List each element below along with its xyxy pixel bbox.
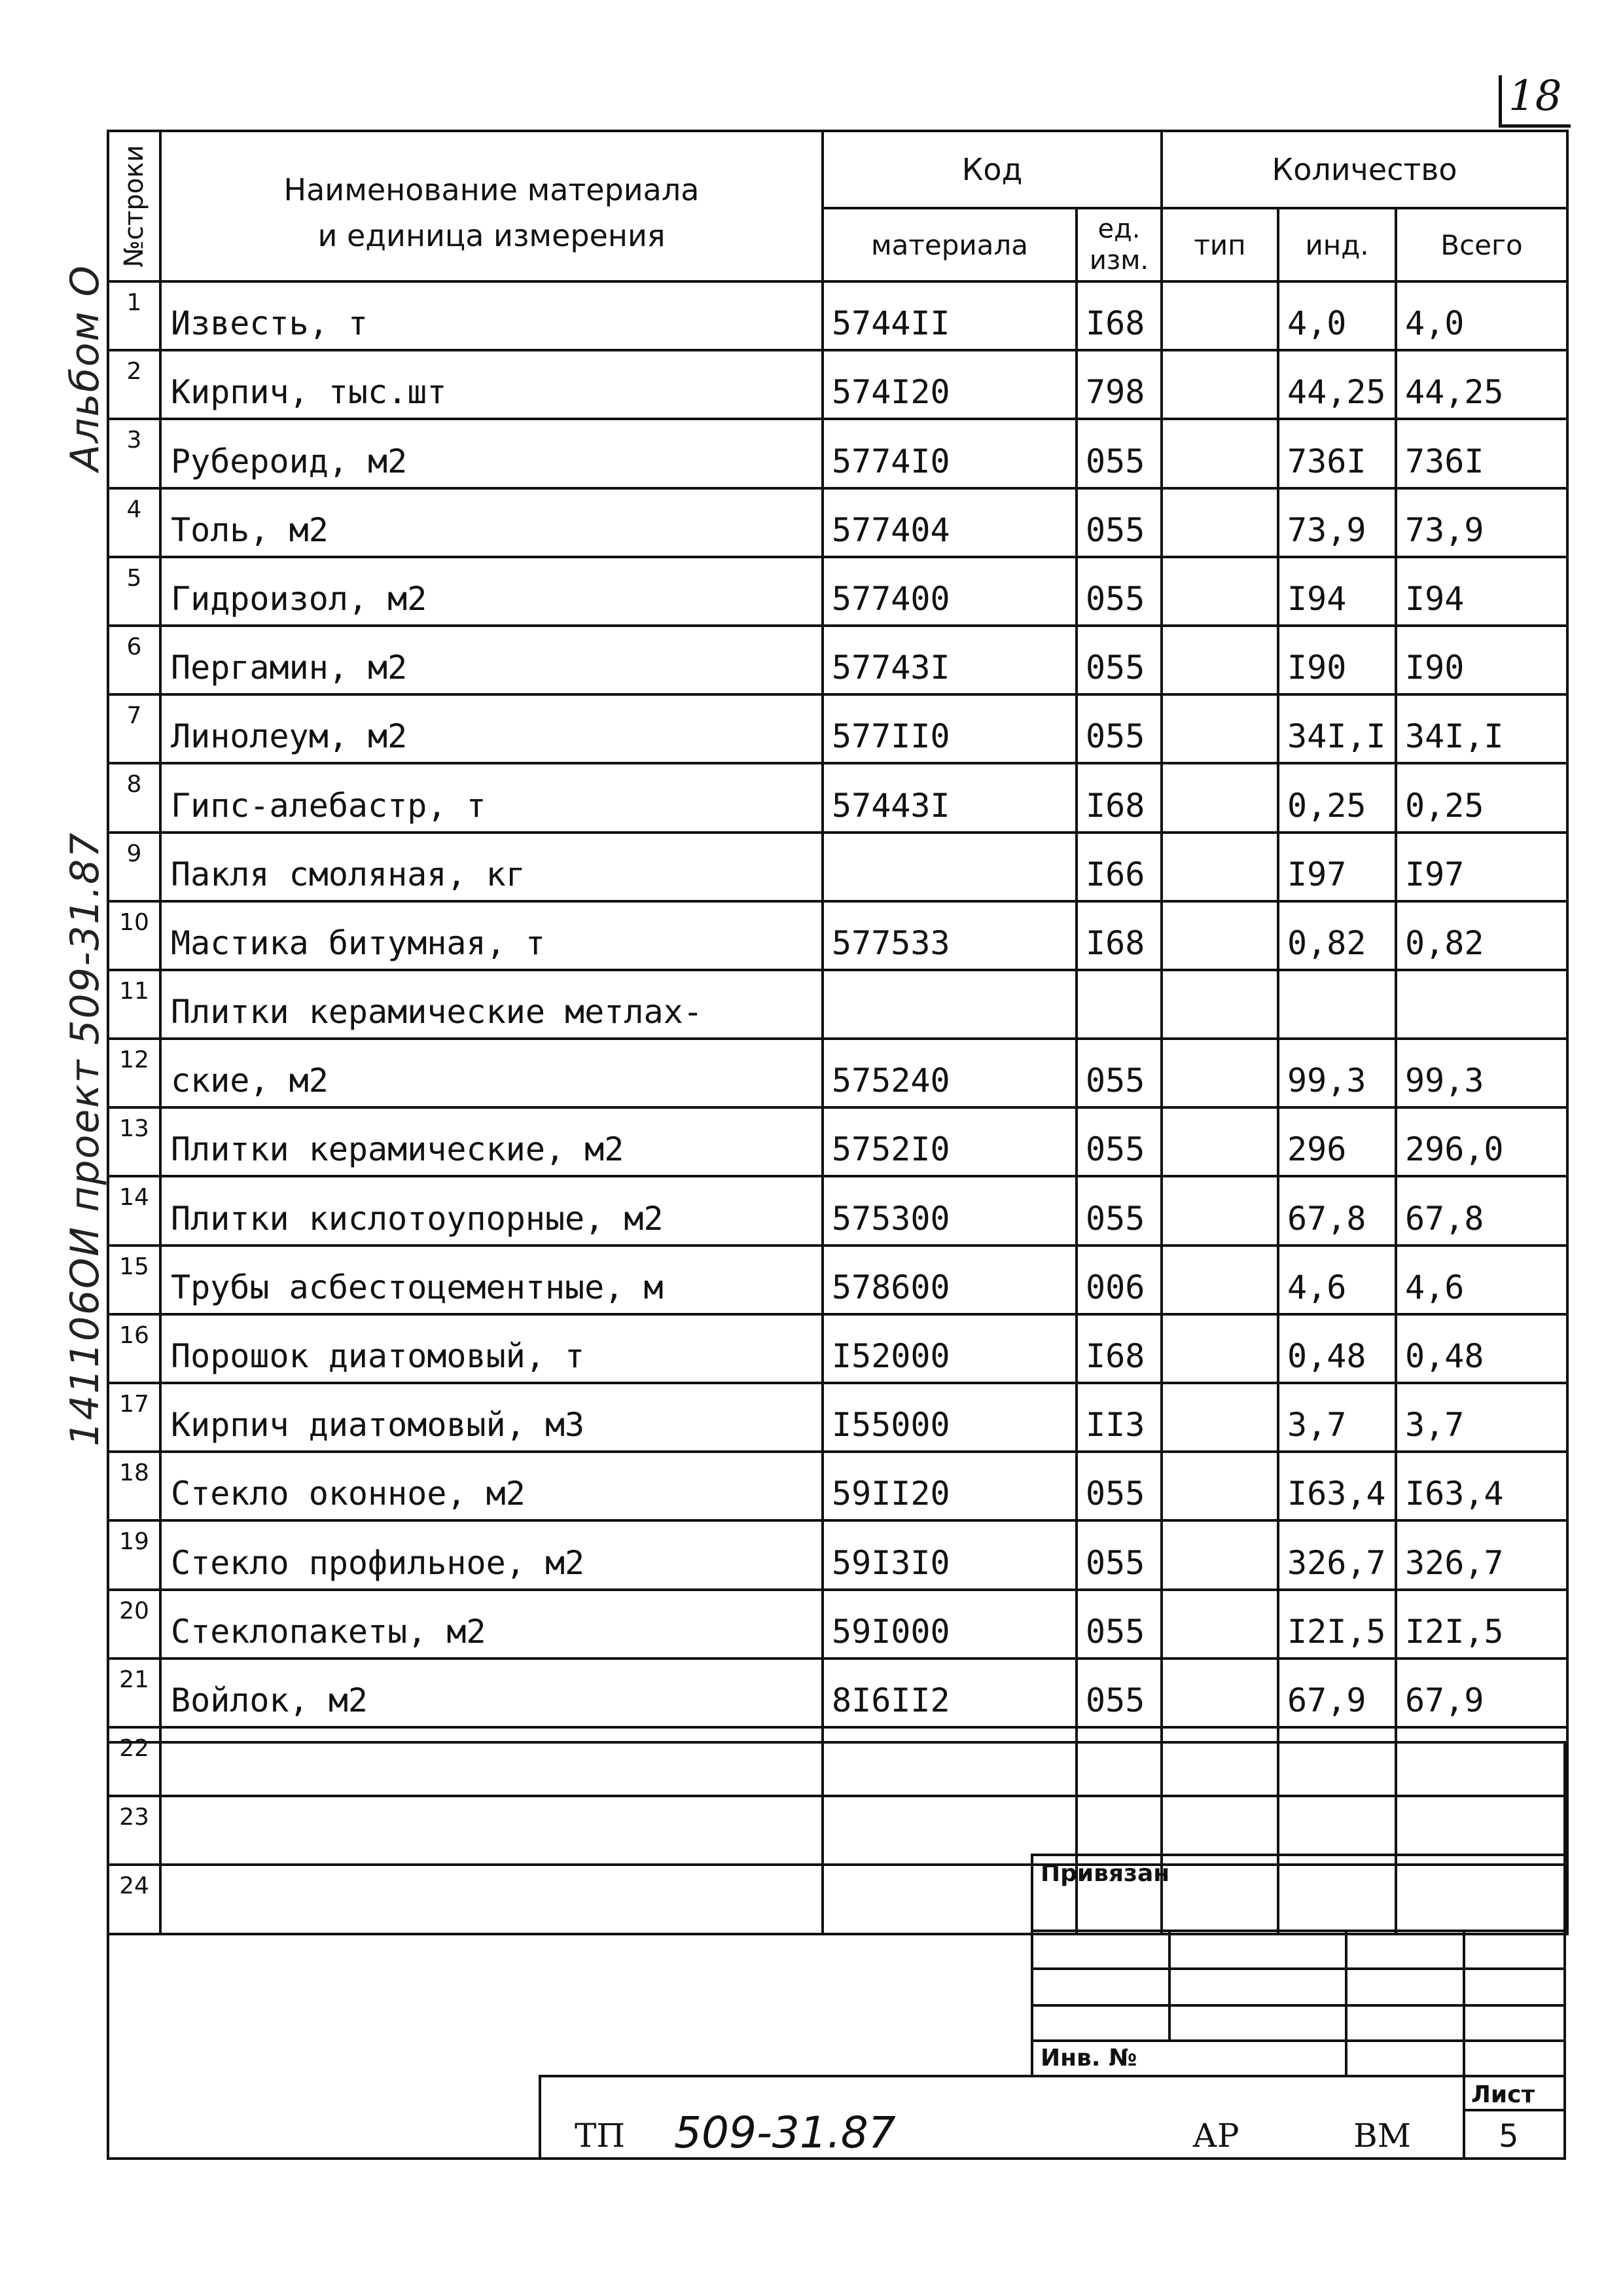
quantity-total: 44,25 bbox=[1396, 350, 1567, 419]
unit-code: I68 bbox=[1077, 763, 1162, 832]
page-number-divider bbox=[1499, 75, 1502, 128]
material-code: 59I000 bbox=[823, 1590, 1077, 1659]
quantity-total: 3,7 bbox=[1396, 1383, 1567, 1452]
material-name: Кирпич диатомовый, м3 bbox=[160, 1383, 823, 1452]
page-number-underline bbox=[1499, 124, 1571, 128]
material-name: Плитки кислотоупорные, м2 bbox=[160, 1176, 823, 1245]
material-name: Стекло оконное, м2 bbox=[160, 1452, 823, 1520]
material-code: 5774I0 bbox=[823, 419, 1077, 488]
table-row bbox=[108, 350, 1567, 419]
unit-code: 055 bbox=[1077, 488, 1162, 557]
quantity-type bbox=[1162, 970, 1278, 1039]
unit-code: 055 bbox=[1077, 557, 1162, 626]
quantity-total: 73,9 bbox=[1396, 488, 1567, 557]
quantity-total: 736I bbox=[1396, 419, 1567, 488]
material-code: 8I6II2 bbox=[823, 1659, 1077, 1727]
material-name: Линолеум, м2 bbox=[160, 694, 823, 763]
material-name: Рубероид, м2 bbox=[160, 419, 823, 488]
quantity-type bbox=[1162, 419, 1278, 488]
table-row bbox=[108, 1383, 1567, 1452]
material-name: Гипс-алебастр, т bbox=[160, 763, 823, 832]
header-row-number bbox=[108, 131, 160, 281]
material-name: Войлок, м2 bbox=[160, 1659, 823, 1727]
unit-code: II3 bbox=[1077, 1383, 1162, 1452]
unit-code: I66 bbox=[1077, 833, 1162, 901]
quantity-total: I90 bbox=[1396, 626, 1567, 694]
table-row bbox=[108, 419, 1567, 488]
quantity-total: 34I,I bbox=[1396, 694, 1567, 763]
quantity-total: 67,8 bbox=[1396, 1176, 1567, 1245]
header-type: тип bbox=[1162, 208, 1278, 281]
material-name: Мастика битумная, т bbox=[160, 901, 823, 970]
quantity-type bbox=[1162, 1383, 1278, 1452]
table-row bbox=[108, 557, 1567, 626]
header-quantity: Количество bbox=[1162, 131, 1567, 208]
table-row bbox=[108, 626, 1567, 694]
quantity-ind: 67,9 bbox=[1278, 1659, 1396, 1727]
unit-code: 055 bbox=[1077, 1176, 1162, 1245]
materials-table bbox=[107, 130, 1569, 1935]
table-row bbox=[108, 901, 1567, 970]
table-row bbox=[108, 1659, 1567, 1727]
row-number: 5 bbox=[108, 557, 160, 626]
material-code: 577533 bbox=[823, 901, 1077, 970]
quantity-type bbox=[1162, 626, 1278, 694]
header-row-number-label: №строки bbox=[119, 145, 149, 268]
quantity-ind: 4,0 bbox=[1278, 281, 1396, 350]
quantity-type bbox=[1162, 1039, 1278, 1107]
table-row bbox=[108, 488, 1567, 557]
quantity-total: 4,0 bbox=[1396, 281, 1567, 350]
material-code: 575240 bbox=[823, 1039, 1077, 1107]
material-code: 577404 bbox=[823, 488, 1077, 557]
quantity-type bbox=[1162, 1107, 1278, 1176]
quantity-total: 0,82 bbox=[1396, 901, 1567, 970]
quantity-type bbox=[1162, 488, 1278, 557]
material-code: 5744II bbox=[823, 281, 1077, 350]
quantity-total: I97 bbox=[1396, 833, 1567, 901]
quantity-ind: I97 bbox=[1278, 833, 1396, 901]
quantity-total: 0,25 bbox=[1396, 763, 1567, 832]
quantity-total: I94 bbox=[1396, 557, 1567, 626]
table-row bbox=[108, 1590, 1567, 1659]
header-name bbox=[160, 131, 823, 281]
sheet-label: Лист bbox=[1471, 2081, 1535, 2108]
table-row bbox=[108, 833, 1567, 901]
quantity-total: I2I,5 bbox=[1396, 1590, 1567, 1659]
row-number: 21 bbox=[108, 1659, 160, 1727]
header-unit: ед. изм. bbox=[1077, 208, 1162, 281]
side-note-project: 141106ОИ проект 509-31.87 bbox=[62, 831, 108, 1446]
quantity-ind: 3,7 bbox=[1278, 1383, 1396, 1452]
quantity-type bbox=[1162, 1452, 1278, 1520]
row-number: 23 bbox=[108, 1796, 160, 1865]
row-number: 16 bbox=[108, 1314, 160, 1383]
table-row bbox=[108, 970, 1567, 1039]
unit-code bbox=[1077, 970, 1162, 1039]
stamp-vline-2 bbox=[1345, 1929, 1347, 2075]
tp-label: ТП bbox=[575, 2117, 625, 2155]
table-row bbox=[108, 694, 1567, 763]
materials-table-body bbox=[108, 281, 1567, 1934]
row-number: 15 bbox=[108, 1246, 160, 1314]
quantity-type bbox=[1162, 763, 1278, 832]
quantity-total: 326,7 bbox=[1396, 1520, 1567, 1589]
quantity-type bbox=[1162, 901, 1278, 970]
header-name-line2: и единица измерения bbox=[317, 218, 666, 253]
row-number: 6 bbox=[108, 626, 160, 694]
quantity-ind: 0,48 bbox=[1278, 1314, 1396, 1383]
sheet-number: 5 bbox=[1499, 2118, 1519, 2155]
material-name: Кирпич, тыс.шт bbox=[160, 350, 823, 419]
unit-code: 055 bbox=[1077, 1452, 1162, 1520]
table-row bbox=[108, 1039, 1567, 1107]
quantity-ind: 296 bbox=[1278, 1107, 1396, 1176]
material-code: 577II0 bbox=[823, 694, 1077, 763]
material-name: Плитки керамические метлах- bbox=[160, 970, 823, 1039]
material-name: Толь, м2 bbox=[160, 488, 823, 557]
material-code: 574I20 bbox=[823, 350, 1077, 419]
quantity-ind: 44,25 bbox=[1278, 350, 1396, 419]
table-row bbox=[108, 1107, 1567, 1176]
header-total: Всего bbox=[1396, 208, 1567, 281]
material-code: 5752I0 bbox=[823, 1107, 1077, 1176]
unit-code: 055 bbox=[1077, 626, 1162, 694]
quantity-ind: 0,25 bbox=[1278, 763, 1396, 832]
quantity-ind: 34I,I bbox=[1278, 694, 1396, 763]
material-code: 57443I bbox=[823, 763, 1077, 832]
quantity-ind: I94 bbox=[1278, 557, 1396, 626]
quantity-type bbox=[1162, 1520, 1278, 1589]
quantity-type bbox=[1162, 350, 1278, 419]
quantity-ind: 67,8 bbox=[1278, 1176, 1396, 1245]
row-number: 7 bbox=[108, 694, 160, 763]
material-name: Пергамин, м2 bbox=[160, 626, 823, 694]
row-number: 24 bbox=[108, 1865, 160, 1933]
unit-code: I68 bbox=[1077, 901, 1162, 970]
quantity-total: 296,0 bbox=[1396, 1107, 1567, 1176]
quantity-total bbox=[1396, 970, 1567, 1039]
material-name: Плитки керамические, м2 bbox=[160, 1107, 823, 1176]
ar-label: АР bbox=[1192, 2117, 1240, 2155]
stamp-line-1 bbox=[1031, 1929, 1566, 1932]
unit-code: 055 bbox=[1077, 694, 1162, 763]
quantity-ind bbox=[1278, 970, 1396, 1039]
sheet-label-line bbox=[1463, 2109, 1566, 2111]
material-name: ские, м2 bbox=[160, 1039, 823, 1107]
row-number: 10 bbox=[108, 901, 160, 970]
quantity-ind: 326,7 bbox=[1278, 1520, 1396, 1589]
row-number: 4 bbox=[108, 488, 160, 557]
vm-label: ВМ bbox=[1353, 2117, 1411, 2155]
material-name: Гидроизол, м2 bbox=[160, 557, 823, 626]
unit-code: 798 bbox=[1077, 350, 1162, 419]
material-code: 57743I bbox=[823, 626, 1077, 694]
quantity-ind: I63,4 bbox=[1278, 1452, 1396, 1520]
row-number: 1 bbox=[108, 281, 160, 350]
row-number: 2 bbox=[108, 350, 160, 419]
stamp-line-2 bbox=[1031, 1967, 1566, 1970]
material-name: Известь, т bbox=[160, 281, 823, 350]
unit-code: 055 bbox=[1077, 1659, 1162, 1727]
material-code bbox=[823, 970, 1077, 1039]
row-number: 3 bbox=[108, 419, 160, 488]
quantity-total: 99,3 bbox=[1396, 1039, 1567, 1107]
row-number: 9 bbox=[108, 833, 160, 901]
header-material: материала bbox=[823, 208, 1077, 281]
quantity-ind: 73,9 bbox=[1278, 488, 1396, 557]
material-name: Стеклопакеты, м2 bbox=[160, 1590, 823, 1659]
quantity-type bbox=[1162, 1176, 1278, 1245]
quantity-total: I63,4 bbox=[1396, 1452, 1567, 1520]
material-code bbox=[823, 833, 1077, 901]
unit-code: 055 bbox=[1077, 1520, 1162, 1589]
table-row bbox=[108, 281, 1567, 350]
material-code: 59II20 bbox=[823, 1452, 1077, 1520]
row-number: 13 bbox=[108, 1107, 160, 1176]
quantity-type bbox=[1162, 1659, 1278, 1727]
quantity-type bbox=[1162, 1590, 1278, 1659]
quantity-total: 4,6 bbox=[1396, 1246, 1567, 1314]
quantity-ind: 736I bbox=[1278, 419, 1396, 488]
unit-code: 055 bbox=[1077, 1039, 1162, 1107]
quantity-type bbox=[1162, 1314, 1278, 1383]
material-code: 578600 bbox=[823, 1246, 1077, 1314]
privyazan-label: Привязан bbox=[1041, 1860, 1170, 1887]
quantity-total: 0,48 bbox=[1396, 1314, 1567, 1383]
material-code: 575300 bbox=[823, 1176, 1077, 1245]
quantity-ind: 0,82 bbox=[1278, 901, 1396, 970]
inv-number-label: Инв. № bbox=[1041, 2045, 1137, 2072]
table-row bbox=[108, 1520, 1567, 1589]
stamp-vline-1 bbox=[1168, 1929, 1171, 2041]
material-code: I52000 bbox=[823, 1314, 1077, 1383]
row-number: 8 bbox=[108, 763, 160, 832]
quantity-ind: 99,3 bbox=[1278, 1039, 1396, 1107]
row-number: 20 bbox=[108, 1590, 160, 1659]
table-row bbox=[108, 763, 1567, 832]
row-number: 12 bbox=[108, 1039, 160, 1107]
material-code: 59I3I0 bbox=[823, 1520, 1077, 1589]
document-number: 509-31.87 bbox=[674, 2108, 896, 2158]
material-name: Пакля смоляная, кг bbox=[160, 833, 823, 901]
page-number: 18 bbox=[1508, 72, 1562, 120]
row-number: 22 bbox=[108, 1727, 160, 1796]
quantity-type bbox=[1162, 557, 1278, 626]
material-name: Стекло профильное, м2 bbox=[160, 1520, 823, 1589]
row-number: 18 bbox=[108, 1452, 160, 1520]
material-code: 577400 bbox=[823, 557, 1077, 626]
row-number: 17 bbox=[108, 1383, 160, 1452]
header-code: Код bbox=[823, 131, 1162, 208]
stamp-line-3 bbox=[1031, 2004, 1566, 2007]
material-name: Порошок диатомовый, т bbox=[160, 1314, 823, 1383]
header-name-line1: Наименование материала bbox=[283, 172, 700, 207]
quantity-type bbox=[1162, 1246, 1278, 1314]
material-code: I55000 bbox=[823, 1383, 1077, 1452]
table-row bbox=[108, 1176, 1567, 1245]
side-note-album: Альбом О bbox=[62, 264, 108, 471]
quantity-total: 67,9 bbox=[1396, 1659, 1567, 1727]
unit-code: 055 bbox=[1077, 419, 1162, 488]
unit-code: 006 bbox=[1077, 1246, 1162, 1314]
material-name: Трубы асбестоцементные, м bbox=[160, 1246, 823, 1314]
unit-code: 055 bbox=[1077, 1590, 1162, 1659]
quantity-type bbox=[1162, 833, 1278, 901]
stamp-line-4 bbox=[1031, 2039, 1566, 2042]
quantity-type bbox=[1162, 281, 1278, 350]
unit-code: 055 bbox=[1077, 1107, 1162, 1176]
unit-code: I68 bbox=[1077, 281, 1162, 350]
unit-code: I68 bbox=[1077, 1314, 1162, 1383]
table-row bbox=[108, 1314, 1567, 1383]
row-number: 14 bbox=[108, 1176, 160, 1245]
quantity-ind: I90 bbox=[1278, 626, 1396, 694]
header-ind: инд. bbox=[1278, 208, 1396, 281]
row-number: 19 bbox=[108, 1520, 160, 1589]
quantity-ind: 4,6 bbox=[1278, 1246, 1396, 1314]
row-number: 11 bbox=[108, 970, 160, 1039]
table-row bbox=[108, 1452, 1567, 1520]
quantity-type bbox=[1162, 694, 1278, 763]
table-row bbox=[108, 1246, 1567, 1314]
quantity-ind: I2I,5 bbox=[1278, 1590, 1396, 1659]
